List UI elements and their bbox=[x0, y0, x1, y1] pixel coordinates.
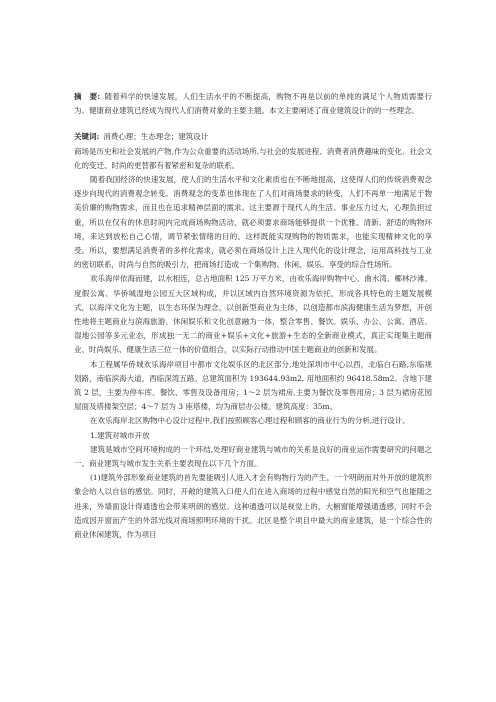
paragraph-happy-coast: 欢乐海岸依海而建，以水相连，总占地面积 125 万平方米，由欢乐海岸购物中心、曲水湾、椰林沙滩、度假公寓、华侨城湿地公园五大区域构成，并以区域内自然环境资源为依托，形成各具特色的主题发展模式，以海洋文化为主题，以生态环保为理念，以创新型商业为主体，以创造都市滨海健康生活为梦想，开创性地将主题商业与滨海旅游、休闲娱乐和文化创意融为一体，整合零售、餐饮、娱乐、办公、公寓、酒店、湿地公园等多元业态，形成独一无二的商业+娱乐+文化+旅游+生态的全新商业模式，真正实现集主题商业、时尚娱乐、健康生活三位一体的价值组合，以实际行动推动中国主题商业的创新和发展。 bbox=[74, 274, 432, 355]
abstract bbox=[74, 90, 432, 118]
paragraph-consumption: 随着我国经济的快速发展，使人们的生活水平和文化素质也在不断地提高，这使得人们的传统消费观念逐步向现代的消费观念转变。消费观念的变革也体现在了人们对商场要求的转变，人们不再单一地满足于物美价廉的购物需求，而且也在追求精神层面的需求。这主要源于现代人的生活、事业压力过大，心理负担过重，所以在仅有的休息时间内完成商场购物活动，就必须要求商场能够提供一个优雅、清新、舒适的购物环境，来达到放松自己心情，调节紧张情绪的目的。这样既能实现购物的物质需求，也能实现精神文化的享受。所以，要想满足消费者的多样化需求，就必须在商场设计上注入现代化的设计理念，运用高科技与工业的密切联系，时尚与自然的吸引力，把商场打造成一个集购物、休闲、娱乐、享受的综合性场所。 bbox=[74, 175, 432, 270]
paragraph-project: 本工程属华侨城欢乐海岸项目中都市文化娱乐区的北区部分,地处深圳市中心以西，北临白石路,东临规划路，南临滨海大道，西临深湾五路。总建筑面积为 193644.93m2, 用地面积约 96418.58m2。含地下建筑 2 层，主要为停车库、餐饮、零售及设备用房；1～2 层为裙房,主要为餐饮及零售用房；3 层为裙房花园屋面及塔楼架空层；4～7 层为 3 座塔楼，均为商层办公楼。建筑高度：35m。 bbox=[74, 359, 432, 412]
paragraph-design-process: 在欢乐海岸北区购物中心设计过程中,我们按照顾客心理过程和顾客的商业行为的分析,进行设计。 bbox=[90, 416, 410, 426]
abstract-text: 随着科学的快速发展，人们生活水平的不断提高，购物不再是以前的单纯的满足个人物质需要行为。健康商业建筑已经成为现代人们消费对象的主要主题。本文主要阐述了商业建筑设计的的一些理念。 bbox=[74, 92, 432, 116]
paragraph-exterior-image: (1)建筑外部形象商业建筑的首先要能吸引人进入才会有购物行为的产生，一个明朗而对外开放的建筑形象会给人以自信的感觉。同时，开敞的建筑入口使人们在进入商场的过程中感觉自然的阳光和空气也能随之进来，外墙面设计得通透也会带来明朗的感觉。这种通透可以是视觉上的，大橱窗能增强通透感，同时不会造成因开窗而产生的外部光线对商场照明环境的干扰。北区是整个项目中最大的商业建筑，是一个综合性的商业休闲建筑，作为项目 bbox=[74, 473, 432, 540]
abstract-label: 摘 要: bbox=[74, 92, 101, 101]
keywords-label: 关键词: bbox=[74, 132, 100, 142]
section-heading: 1.建筑对城市开放 bbox=[90, 430, 150, 440]
paragraph-city-relation: 建筑是城市空间环境构成的一个环结,处理好商业建筑与城市的关系是良好的商业运作需要研究的问题之一。商业建筑与城市发生关系主要表现在以下几个方面。 bbox=[74, 444, 432, 469]
keywords-text: 消费心理；生态理念；建筑设计 bbox=[103, 132, 209, 142]
keywords bbox=[74, 130, 432, 144]
paragraph-intro: 商场是历史和社会发展的产物,作为公众重要的活动场所,与社会的发展进程、消费者消费趣味的变化、社会文化的变迁、时尚的更替都有着紧密和复杂的联系。 bbox=[74, 146, 432, 170]
document-body bbox=[74, 90, 432, 542]
